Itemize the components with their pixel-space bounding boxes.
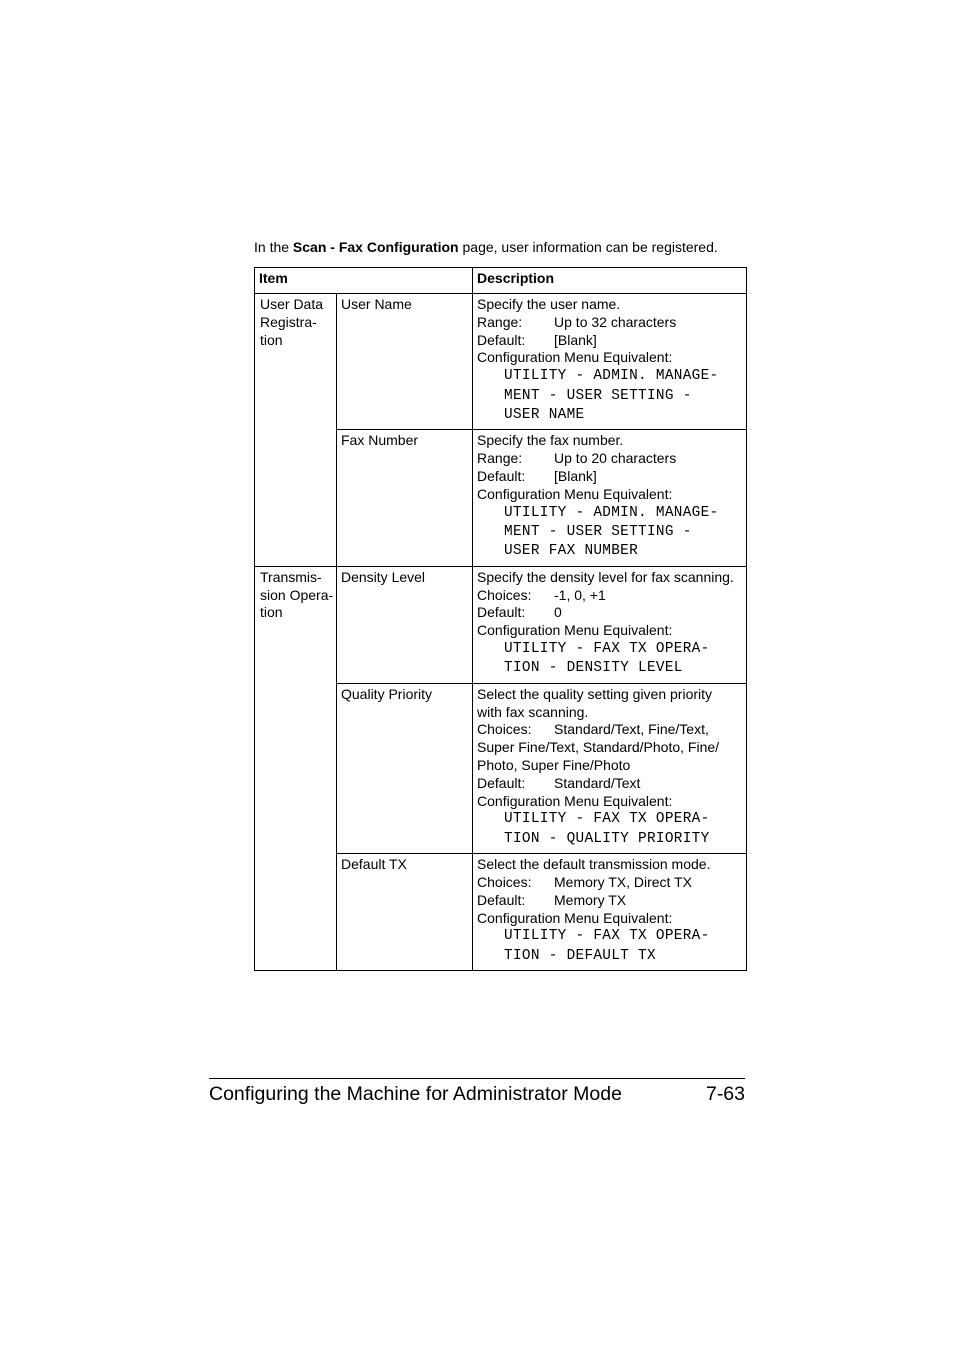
row-description-cell <box>473 854 747 971</box>
row-field <box>477 604 742 622</box>
field-key: Default: <box>477 891 526 908</box>
group-item-cell <box>255 294 337 567</box>
group-item-line: Transmis- <box>260 568 322 585</box>
config-line: USER NAME <box>504 407 585 423</box>
row-name-cell: Fax Number <box>337 430 473 566</box>
header-description: Description <box>473 268 747 294</box>
field-value: [Blank] <box>554 331 597 348</box>
group-item-line: sion Opera- <box>260 586 334 603</box>
row-description-cell <box>473 294 747 430</box>
table-header-row <box>255 268 747 294</box>
row-summary: with fax scanning. <box>477 703 589 720</box>
field-value: Standard/Text <box>554 774 641 791</box>
config-label: Configuration Menu Equivalent: <box>477 349 673 366</box>
row-field <box>477 468 742 486</box>
row-summary: Select the quality setting given priority <box>477 685 713 702</box>
footer-chapter-title: Configuring the Machine for Administrator Mode <box>209 1083 622 1105</box>
config-line: UTILITY - ADMIN. MANAGE- <box>504 368 719 385</box>
choices-continuation: Super Fine/Text, Standard/Photo, Fine/ <box>477 739 720 756</box>
config-line: MENT - USER SETTING - <box>504 524 692 540</box>
group-item-line: tion <box>260 331 283 348</box>
field-value: Up to 20 characters <box>554 450 677 467</box>
config-line: TION - DEFAULT TX <box>504 947 656 964</box>
row-description-cell <box>473 430 747 566</box>
field-value: [Blank] <box>554 468 597 484</box>
choices-continuation: Photo, Super Fine/Photo <box>477 757 631 773</box>
intro-text <box>254 238 718 256</box>
field-key: Choices: <box>477 874 532 890</box>
config-label: Configuration Menu Equivalent: <box>477 485 673 502</box>
row-field <box>477 874 742 892</box>
config-label: Configuration Menu Equivalent: <box>477 622 673 639</box>
row-summary: Specify the fax number. <box>477 432 624 449</box>
field-value: Up to 32 characters <box>554 313 677 330</box>
intro-prefix: In the <box>254 239 293 255</box>
group-item-line: User Data <box>260 296 324 312</box>
table-row <box>255 566 747 683</box>
row-field <box>477 332 742 350</box>
field-key: Default: <box>477 774 526 791</box>
field-key: Default: <box>477 331 526 348</box>
group-item-line: tion <box>260 604 283 621</box>
config-label: Configuration Menu Equivalent: <box>477 792 673 809</box>
row-field <box>477 892 742 910</box>
row-name-cell: User Name <box>337 294 473 430</box>
config-line: UTILITY - FAX TX OPERA- <box>504 811 710 828</box>
row-field <box>477 775 742 793</box>
row-summary: Specify the density level for fax scanning. <box>477 568 734 585</box>
field-value: -1, 0, +1 <box>554 586 606 603</box>
row-description-cell <box>473 683 747 853</box>
row-name-cell: Density Level <box>337 566 473 683</box>
table-row <box>255 294 747 430</box>
field-key: Default: <box>477 604 526 621</box>
field-value: Memory TX <box>554 891 627 908</box>
field-key: Range: <box>477 450 523 467</box>
row-description-cell <box>473 566 747 683</box>
field-key: Default: <box>477 468 526 484</box>
config-line: UTILITY - FAX TX OPERA- <box>504 641 710 657</box>
field-value: Memory TX, Direct TX <box>554 874 692 890</box>
intro-suffix: page, user information can be registered. <box>458 239 718 255</box>
page-number: 7-63 <box>705 1083 745 1105</box>
field-value: 0 <box>554 604 562 621</box>
row-summary: Specify the user name. <box>477 296 621 312</box>
config-line: MENT - USER SETTING - <box>504 387 692 404</box>
group-item-cell <box>255 566 337 970</box>
group-item-line: Registra- <box>260 313 317 330</box>
row-field <box>477 450 742 468</box>
field-key: Choices: <box>477 721 532 738</box>
row-name-cell: Default TX <box>337 854 473 971</box>
row-field <box>477 314 742 332</box>
config-line: TION - QUALITY PRIORITY <box>504 830 710 847</box>
row-summary: Select the default transmission mode. <box>477 856 711 873</box>
footer-divider <box>209 1078 745 1079</box>
config-line: UTILITY - ADMIN. MANAGE- <box>504 504 719 521</box>
config-label: Configuration Menu Equivalent: <box>477 909 673 926</box>
field-value: Standard/Text, Fine/Text, <box>554 721 709 738</box>
config-line: UTILITY - FAX TX OPERA- <box>504 928 710 945</box>
header-item: Item <box>255 268 473 294</box>
row-name-cell: Quality Priority <box>337 683 473 853</box>
intro-bold: Scan - Fax Configuration <box>292 239 459 255</box>
row-field <box>477 587 742 605</box>
settings-table <box>254 267 747 971</box>
config-line: USER FAX NUMBER <box>504 543 639 560</box>
row-field <box>477 721 742 739</box>
field-key: Range: <box>477 313 523 330</box>
field-key: Choices: <box>477 586 532 603</box>
config-line: TION - DENSITY LEVEL <box>504 660 683 677</box>
